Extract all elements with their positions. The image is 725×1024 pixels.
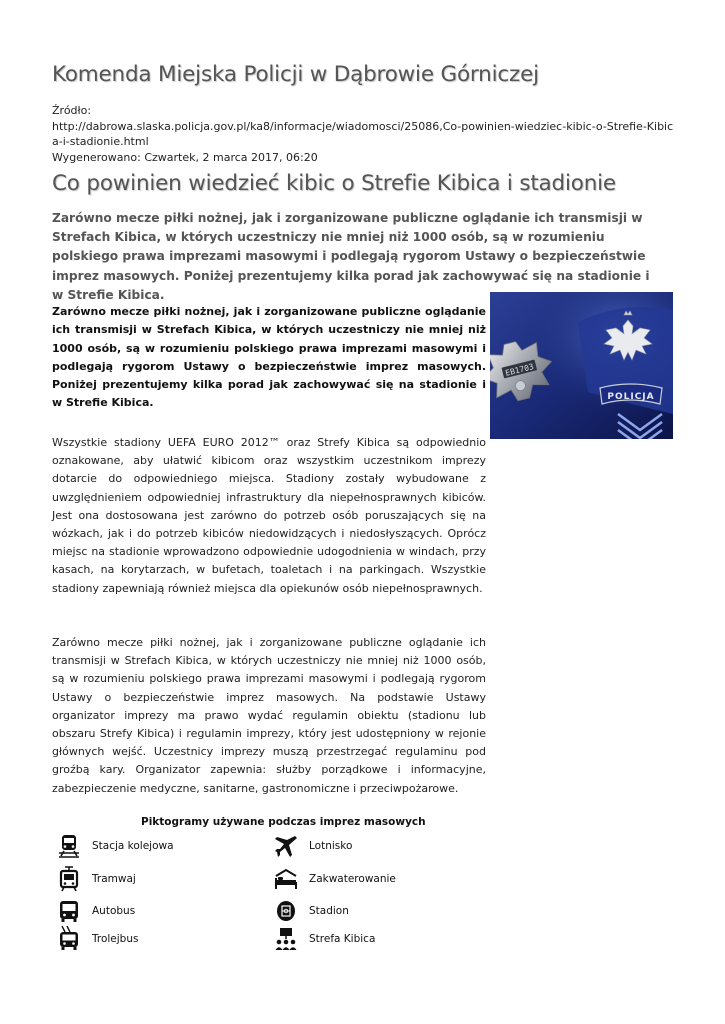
article-intro: Zarówno mecze piłki nożnej, jak i zorganizowane publiczne oglądanie ich transmisji w Strefach Kibica, w których uczestniczy nie mniej niż 1000 osób, są w rozumieniu polskiego prawa imprezami masowymi i podlegają rygorom Ustawy o bezpieczeństwie imprez masowych. Poniżej prezentujemy kilka porad jak zachowywać się na stadionie i w Strefie Kibica.	[52, 305, 486, 410]
article-paragraph-1: Wszystkie stadiony UEFA EURO 2012™ oraz Strefy Kibica są odpowiednio oznakowane, aby ułatwić kibicom oraz wszystkim uczestnikom imprezy dotarcie do odpowiedniego miejsca. Stadiony zostały wybudowane z uwzględnieniem odpowiedniej infrastruktury dla niepełnosprawnych kibiców. Jest ona dostosowana jest zarówno do potrzeb osób poruszających się na wózkach, jak i do potrzeb kibiców niedowidzących i niedosłyszących. Oprócz miejsc na stadionie wprowadzono odpowiednie udogodnienia w windach, przy kasach, na korytarzach, w bufetach, toaletach i na parkingach. Wszystkie stadiony zapewniają również miejsca dla opiekunów osób niepełnosprawnych.	[52, 436, 486, 595]
pictogram-label: Tramwaj	[92, 873, 136, 885]
photo-patch-text: POLICJA	[607, 392, 655, 402]
pictogram-label: Stacja kolejowa	[92, 840, 174, 852]
airplane-icon	[273, 833, 299, 859]
site-title: Komenda Miejska Policji w Dąbrowie Górniczej	[52, 62, 539, 87]
pictogram-tram	[56, 866, 136, 892]
pictogram-fan-zone	[273, 926, 375, 952]
pictogram-label: Trolejbus	[92, 933, 139, 945]
article-title: Co powinien wiedzieć kibic o Strefie Kibica i stadionie	[52, 171, 616, 196]
pictogram-label: Zakwaterowanie	[309, 873, 396, 885]
pictogram-accommodation	[273, 866, 396, 892]
train-station-icon	[56, 833, 82, 859]
police-badge-photo-graphic	[490, 292, 673, 439]
pictogram-bus	[56, 898, 135, 924]
article-lead: Zarówno mecze piłki nożnej, jak i zorganizowane publiczne oglądanie ich transmisji w Strefach Kibica, w których uczestniczy nie mniej niż 1000 osób, są w rozumieniu polskiego prawa imprezami masowymi i podlegają rygorom Ustawy o bezpieczeństwie imprez masowych. Poniżej prezentujemy kilka porad jak zachowywać się na stadionie i w Strefie Kibica.	[52, 211, 650, 302]
source-meta	[52, 103, 674, 165]
article-paragraph-2: Zarówno mecze piłki nożnej, jak i zorganizowane publiczne oglądanie ich transmisji w Strefach Kibica, w których uczestniczy nie mniej niż 1000 osób, są w rozumieniu polskiego prawa imprezami masowymi i podlegają rygorom Ustawy o bezpieczeństwie imprez masowych. Na podstawie Ustawy organizator imprezy ma prawo wydać regulamin obiektu (stadionu lub obszaru Strefy Kibica) i regulamin imprezy, który jest udostępniony w rejonie głównych wejść. Uczestnicy imprezy muszą przestrzegać regulaminu pod groźbą kary. Organizator zapewnia: służby porządkowe i informacyjne, zabezpieczenie medyczne, sanitarne, gastronomiczne i przeciwpożarowe.	[52, 636, 486, 795]
bed-icon	[273, 866, 299, 892]
police-badge-photo	[490, 292, 673, 439]
pictogram-trolleybus	[56, 926, 138, 952]
generated-date: Wygenerowano: Czwartek, 2 marca 2017, 06:20	[52, 150, 318, 164]
pictogram-label: Strefa Kibica	[309, 933, 376, 945]
pictogram-label: Autobus	[92, 905, 136, 917]
source-label: Źródło:	[52, 104, 92, 117]
source-url[interactable]: http://dabrowa.slaska.policja.gov.pl/ka8/informacje/wiadomosci/25086,Co-powinien-wiedziec-kibic-o-Strefie-Kibica-i-stadionie.html	[52, 119, 674, 148]
fan-zone-icon	[273, 926, 299, 952]
bus-icon	[56, 898, 82, 924]
pictogram-label: Stadion	[309, 905, 349, 917]
tram-icon	[56, 866, 82, 892]
pictogram-airport	[273, 833, 352, 859]
pictogram-stadium	[273, 898, 349, 924]
pictograms-title: Piktogramy używane podczas imprez masowych	[141, 816, 426, 828]
trolleybus-icon	[56, 926, 82, 952]
photo-badge-text: EB1703	[504, 362, 535, 378]
pictogram-train-station	[56, 833, 174, 859]
pictogram-label: Lotnisko	[309, 840, 353, 852]
stadium-icon	[273, 898, 299, 924]
